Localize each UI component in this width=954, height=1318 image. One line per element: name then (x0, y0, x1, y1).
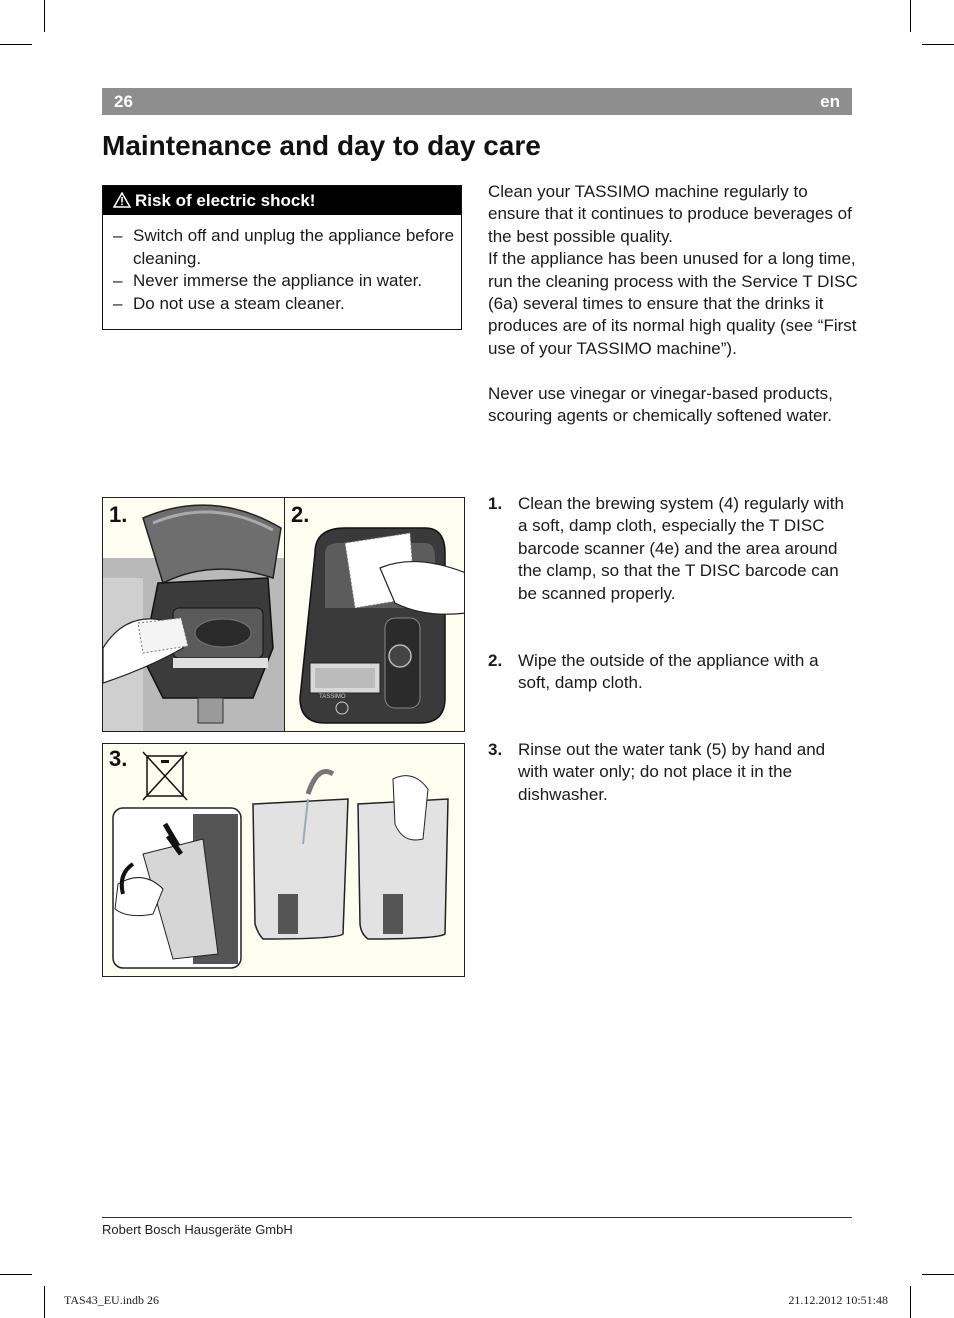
no-dishwasher-icon (143, 752, 187, 800)
water-tank-illustration (103, 744, 465, 977)
footer-company: Robert Bosch Hausgeräte GmbH (102, 1222, 293, 1237)
crop-mark (44, 1286, 45, 1318)
machine-logo-text: TASSIMO (319, 694, 346, 700)
brewing-system-illustration (103, 498, 285, 732)
warning-item: – Do not use a steam cleaner. (103, 293, 461, 316)
warning-heading-text: Risk of electric shock! (135, 191, 316, 210)
step-text: Clean the brewing system (4) regularly with a soft, damp cloth, especially the T DISC barcode scanner (4e) and the area around the clamp, so that the T DISC barcode can be scanned properly. (518, 494, 844, 603)
warning-box (102, 185, 462, 330)
warning-triangle-icon (113, 192, 131, 208)
warning-heading (103, 186, 461, 215)
figure-label: 2. (291, 502, 310, 527)
figure-panel-3 (102, 743, 465, 977)
print-slug-date: 21.12.2012 10:51:48 (788, 1293, 888, 1307)
print-slug-file: TAS43_EU.indb 26 (64, 1293, 160, 1307)
warning-list (103, 225, 461, 315)
footer-rule (102, 1217, 852, 1218)
crop-mark (910, 1286, 911, 1318)
language-code: en (820, 92, 840, 111)
step-number: 1. (488, 494, 503, 513)
crop-mark (0, 1274, 32, 1275)
figure-label: 3. (109, 746, 128, 771)
step-item (488, 739, 854, 806)
page-number: 26 (114, 92, 133, 111)
step-number: 3. (488, 740, 503, 759)
warning-item: – Never immerse the appliance in water. (103, 270, 461, 293)
crop-mark (0, 44, 32, 45)
crop-mark (922, 44, 954, 45)
step-item (488, 650, 854, 695)
page-header-bar (102, 88, 852, 115)
intro-paragraph: If the appliance has been unused for a long time, run the cleaning process with the Service T DISC (6a) several times to ensure that the drinks it produces are of its normal high quality (see “First use of your TASSIMO machine”). (488, 249, 858, 358)
warning-item: – Switch off and unplug the appliance before cleaning. (103, 225, 461, 270)
crop-mark (922, 1274, 954, 1275)
step-item (488, 493, 854, 605)
figure-label: 1. (109, 502, 128, 527)
intro-paragraph: Never use vinegar or vinegar-based products, scouring agents or chemically softened water. (488, 383, 833, 426)
figure-panel-2 (284, 497, 465, 732)
page-title: Maintenance and day to day care (102, 130, 541, 161)
intro-text (488, 181, 858, 427)
intro-paragraph: Clean your TASSIMO machine regularly to ensure that it continues to produce beverages of the best possible quality. (488, 182, 852, 246)
figure-panel-1 (102, 497, 285, 732)
step-text: Rinse out the water tank (5) by hand and with water only; do not place it in the dishwasher. (518, 740, 826, 804)
step-text: Wipe the outside of the appliance with a soft, damp cloth. (518, 651, 819, 693)
crop-mark (910, 0, 911, 32)
step-number: 2. (488, 651, 503, 670)
crop-mark (44, 0, 45, 32)
machine-exterior-illustration (285, 498, 465, 732)
